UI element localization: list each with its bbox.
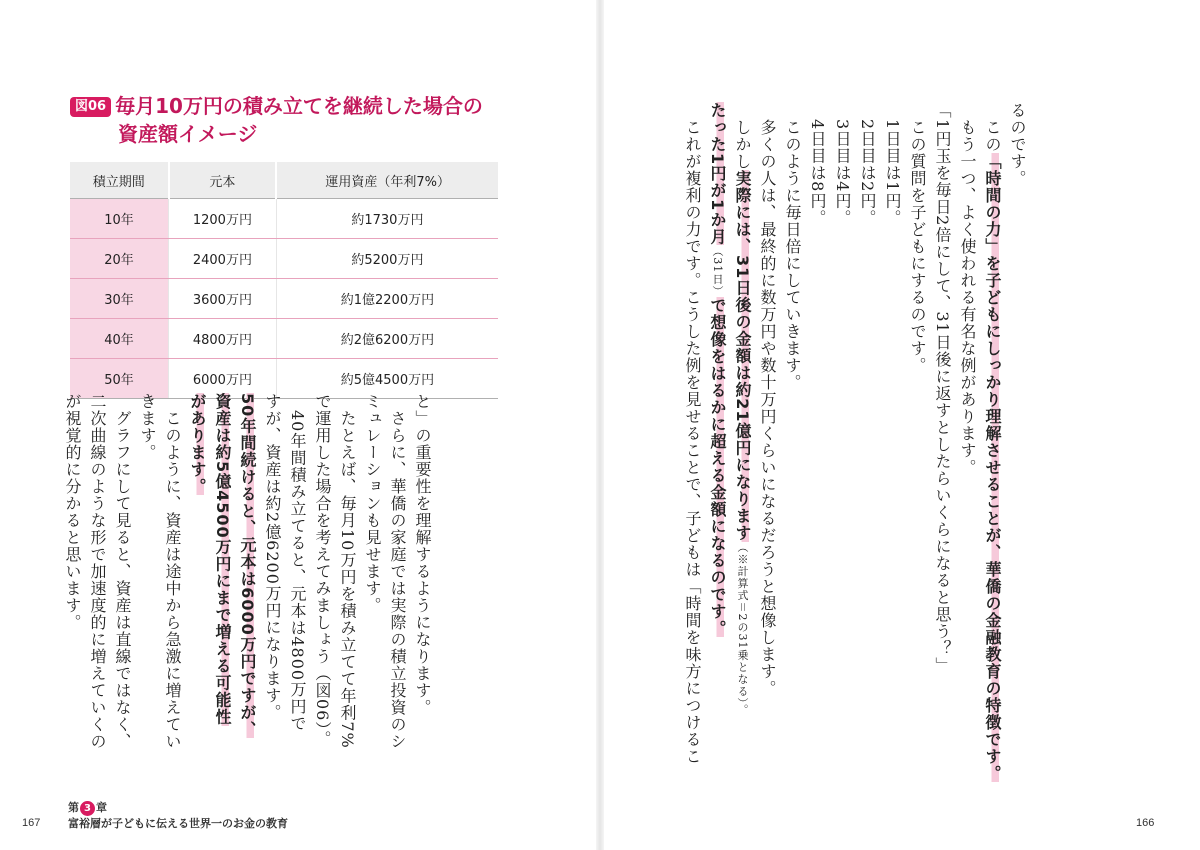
figure-title-line1: 毎月10万円の積み立てを継続した場合の — [115, 94, 483, 118]
chapter-title: 富裕層が子どもに伝える世界一のお金の教育 — [68, 817, 288, 830]
chapter-prefix: 第 — [68, 801, 79, 814]
emphasized-text: 50年間続けると、元本は6000万円ですが、 — [238, 393, 257, 738]
text-line — [830, 102, 855, 762]
body-text: ミュレーションも見せます。 — [363, 393, 382, 614]
cell-principal: 2400万円 — [169, 239, 277, 279]
text-line — [210, 393, 235, 793]
body-text: これが複利の力です。こうした例を見せることで、子どもは「時間を味方につけるこ — [683, 102, 702, 765]
text-line — [980, 102, 1005, 782]
text-line — [185, 393, 210, 793]
body-text: このように毎日倍にしていきます。 — [783, 102, 802, 391]
emphasized-text: 資産は約5億4500万円にまで増える可能性 — [213, 393, 232, 726]
emphasized-text: 「時間の力」を子どもにしっかり理解させることが、華僑の金融教育の特徴です。 — [983, 153, 1002, 782]
cell-term: 50年 — [70, 359, 169, 399]
emphasized-text: たった1円が1か月 — [708, 102, 727, 246]
text-line — [855, 102, 880, 762]
body-text: 「1円玉を毎日2倍にして、31日後に返すとしたらいくらになると思う？」 — [933, 102, 952, 674]
text-line — [385, 393, 410, 793]
body-text: さらに、華僑の家庭では実際の積立投資のシ — [388, 393, 407, 750]
cell-assets: 約1億2200万円 — [276, 279, 498, 319]
cell-principal: 3600万円 — [169, 279, 277, 319]
body-text: この — [983, 102, 1002, 153]
body-text: きます。 — [138, 393, 157, 461]
text-line — [135, 393, 160, 793]
header-principal: 元本 — [169, 162, 277, 199]
body-text: もう一つ、よく使われる有名な例があります。 — [958, 102, 977, 476]
body-text: この質問を子どもにするのです。 — [908, 102, 927, 374]
figure-title-line2: 資産額イメージ — [118, 122, 258, 146]
table-row — [70, 199, 498, 239]
cell-principal: 1200万円 — [169, 199, 277, 239]
cell-assets: 約5200万円 — [276, 239, 498, 279]
cell-term: 40年 — [70, 319, 169, 359]
chapter-label — [68, 800, 288, 832]
text-line — [410, 393, 435, 793]
table-row — [70, 239, 498, 279]
text-line — [730, 102, 755, 762]
text-line — [1005, 102, 1030, 762]
body-text: 3日目は4円。 — [833, 102, 852, 227]
cell-principal: 4800万円 — [169, 319, 277, 359]
text-line — [805, 102, 830, 762]
table-row — [70, 319, 498, 359]
body-text: が視覚的に分かると思います。 — [63, 393, 82, 631]
body-text: 40年間積み立てると、元本は4800万円で — [288, 393, 307, 733]
text-line — [755, 102, 780, 762]
emphasized-text: があります。 — [188, 393, 207, 495]
body-text: すが、資産は約2億6200万円になります。 — [263, 393, 282, 721]
cell-assets: 約5億4500万円 — [276, 359, 498, 399]
text-line — [235, 393, 260, 793]
text-line — [360, 393, 385, 793]
text-line — [285, 393, 310, 793]
chapter-suffix: 章 — [96, 801, 107, 814]
body-text: グラフにして見ると、資産は直線ではなく、 — [113, 393, 132, 750]
page-gutter — [596, 0, 604, 850]
text-line — [85, 393, 110, 793]
text-line — [905, 102, 930, 762]
text-line — [310, 393, 335, 793]
left-page-number: 167 — [22, 817, 41, 829]
text-line — [930, 102, 955, 762]
cell-principal: 6000万円 — [169, 359, 277, 399]
header-term: 積立期間 — [70, 162, 169, 199]
emphasized-text: 実際には、31日後の金額は約21億円になります — [733, 170, 752, 542]
figure-title — [70, 92, 490, 148]
body-text: このように、資産は途中から急激に増えてい — [163, 393, 182, 750]
left-page-body — [60, 393, 435, 793]
cell-term: 20年 — [70, 239, 169, 279]
text-line — [705, 102, 730, 762]
text-line — [335, 393, 360, 793]
body-text: 1日目は1円。 — [883, 102, 902, 227]
body-text: 多くの人は、最終的に数万円や数十万円くらいになるだろうと想像します。 — [758, 102, 777, 697]
cell-assets: 約2億6200万円 — [276, 319, 498, 359]
text-line — [780, 102, 805, 762]
text-line — [160, 393, 185, 793]
table-row — [70, 279, 498, 319]
body-text: 4日目は8円。 — [808, 102, 827, 227]
body-text: 二次曲線のような形で加速度的に増えていくの — [88, 393, 107, 750]
body-text: で運用した場合を考えてみましょう（図06）。 — [313, 393, 332, 748]
body-text: 2日目は2円。 — [858, 102, 877, 227]
figure-badge: 図06 — [70, 97, 111, 117]
table-header-row — [70, 162, 498, 199]
text-line — [680, 102, 705, 765]
right-page-number: 166 — [1136, 817, 1155, 829]
body-text: しかし — [733, 102, 752, 170]
asset-table — [70, 162, 498, 399]
text-line — [60, 393, 85, 793]
header-assets: 運用資産（年利7%） — [276, 162, 498, 199]
cell-assets: 約1730万円 — [276, 199, 498, 239]
right-page-body — [680, 102, 1030, 782]
body-text: と」の重要性を理解するようになります。 — [413, 393, 432, 716]
text-line — [880, 102, 905, 762]
chapter-number-badge: 3 — [80, 801, 95, 816]
body-text: （31日） — [711, 245, 724, 298]
text-line — [955, 102, 980, 762]
emphasized-text: で想像をはるかに超える金額になるのです。 — [708, 297, 727, 638]
body-text: たとえば、毎月10万円を積み立てて年利7% — [338, 393, 357, 749]
body-text: るのです。 — [1008, 102, 1027, 187]
text-line — [110, 393, 135, 793]
cell-term: 30年 — [70, 279, 169, 319]
text-line — [260, 393, 285, 793]
body-text: （※計算式＝2の31乗となる）。 — [736, 541, 749, 717]
cell-term: 10年 — [70, 199, 169, 239]
